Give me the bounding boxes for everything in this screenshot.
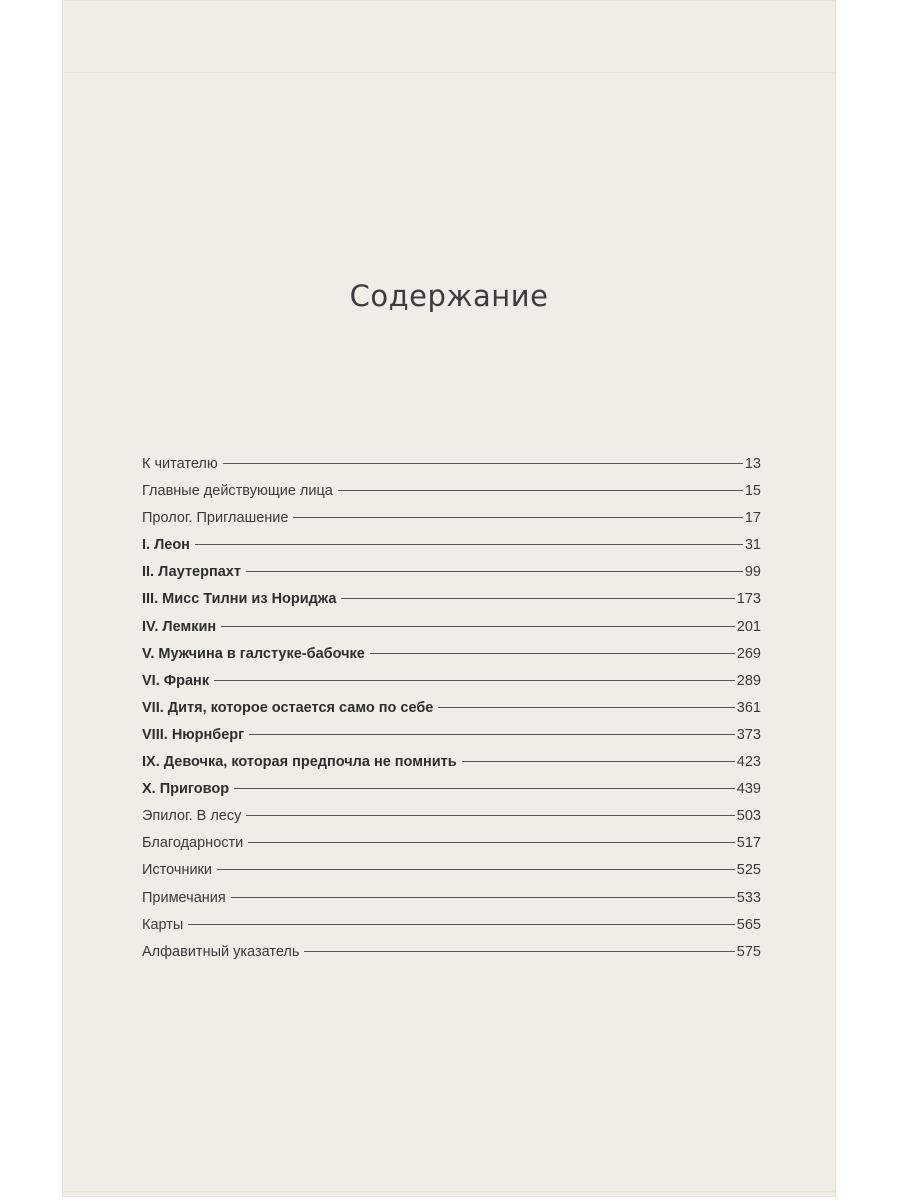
toc-leader-line: [231, 897, 735, 898]
toc-entry-page-number: 361: [736, 699, 761, 716]
toc-entry: [142, 537, 761, 564]
toc-entry-label: V. Мужчина в галстуке-бабочке: [142, 645, 365, 662]
toc-entry-page-number: 565: [736, 916, 761, 933]
toc-leader-line: [338, 490, 743, 491]
toc-entry-label: II. Лаутерпахт: [142, 564, 241, 581]
book-page: [62, 0, 836, 1197]
toc-entry-label: I. Леон: [142, 537, 190, 554]
toc-entry-label: IV. Лемкин: [142, 618, 217, 635]
toc-leader-line: [462, 761, 735, 762]
toc-entry: [142, 727, 761, 754]
toc-entry: [142, 564, 761, 591]
toc-leader-line: [223, 463, 743, 464]
toc-leader-line: [249, 734, 735, 735]
toc-entry-page-number: 17: [744, 510, 761, 527]
toc-entry: [142, 781, 761, 808]
toc-entry-label: Примечания: [142, 889, 226, 906]
toc-entry-label: Эпилог. В лесу: [142, 808, 242, 825]
toc-entry-page-number: 31: [744, 537, 761, 554]
toc-leader-line: [246, 815, 734, 816]
toc-leader-line: [221, 626, 735, 627]
toc-entry-page-number: 439: [736, 781, 761, 798]
toc-entry-page-number: 201: [736, 618, 761, 635]
toc-entry-page-number: 525: [736, 862, 761, 879]
toc-entry: [142, 619, 761, 646]
toc-entry: [142, 673, 761, 700]
toc-entry-page-number: 517: [736, 835, 761, 852]
toc-entry: [142, 944, 761, 971]
toc-entry-label: IX. Девочка, которая предпочла не помнить: [142, 754, 457, 771]
toc-entry-label: К читателю: [142, 456, 218, 472]
toc-entry-page-number: 503: [736, 808, 761, 825]
page-title: Содержание: [349, 279, 549, 313]
toc-leader-line: [188, 924, 734, 925]
toc-entry-page-number: 269: [736, 645, 761, 662]
toc-entry: [142, 754, 761, 781]
toc-entry-label: VI. Франк: [142, 672, 210, 689]
toc-entry-page-number: 289: [736, 672, 761, 689]
toc-leader-line: [246, 571, 743, 572]
toc-entry-label: Алфавитный указатель: [142, 943, 300, 960]
toc-entry-page-number: 173: [736, 591, 761, 608]
toc-entry: [142, 510, 761, 537]
toc-entry: [142, 835, 761, 862]
toc-entry: [142, 890, 761, 917]
toc-entry: [142, 456, 761, 483]
toc-entry: [142, 700, 761, 727]
toc-leader-line: [304, 951, 734, 952]
toc-entry-label: X. Приговор: [142, 781, 230, 798]
toc-entry-page-number: 15: [744, 483, 761, 500]
toc-leader-line: [438, 707, 734, 708]
toc-entry-page-number: 373: [736, 726, 761, 743]
toc-entry: [142, 808, 761, 835]
toc-entry-label: III. Мисс Тилни из Нориджа: [142, 591, 337, 608]
toc-entry-label: Благодарности: [142, 835, 244, 852]
toc-leader-line: [217, 869, 735, 870]
toc-leader-line: [234, 788, 735, 789]
toc-entry-label: Пролог. Приглашение: [142, 510, 289, 527]
toc-leader-line: [195, 544, 743, 545]
toc-entry-page-number: 575: [736, 943, 761, 960]
toc-entry-label: Карты: [142, 916, 184, 933]
toc-entry-page-number: 423: [736, 754, 761, 771]
toc-leader-line: [370, 653, 735, 654]
toc-entry: [142, 646, 761, 673]
toc-leader-line: [341, 598, 734, 599]
toc-entry-label: VIII. Нюрнберг: [142, 726, 245, 743]
toc-entry-page-number: 13: [744, 456, 761, 472]
toc-leader-line: [293, 517, 742, 518]
toc-leader-line: [214, 680, 735, 681]
toc-entry: [142, 483, 761, 510]
table-of-contents: [142, 456, 761, 971]
toc-entry-label: Главные действующие лица: [142, 483, 333, 500]
toc-leader-line: [248, 842, 735, 843]
toc-entry-page-number: 533: [736, 889, 761, 906]
toc-entry-label: Источники: [142, 862, 213, 879]
toc-entry: [142, 591, 761, 618]
toc-entry-page-number: 99: [744, 564, 761, 581]
toc-entry: [142, 917, 761, 944]
toc-entry-label: VII. Дитя, которое остается само по себе: [142, 699, 434, 716]
toc-entry: [142, 862, 761, 889]
